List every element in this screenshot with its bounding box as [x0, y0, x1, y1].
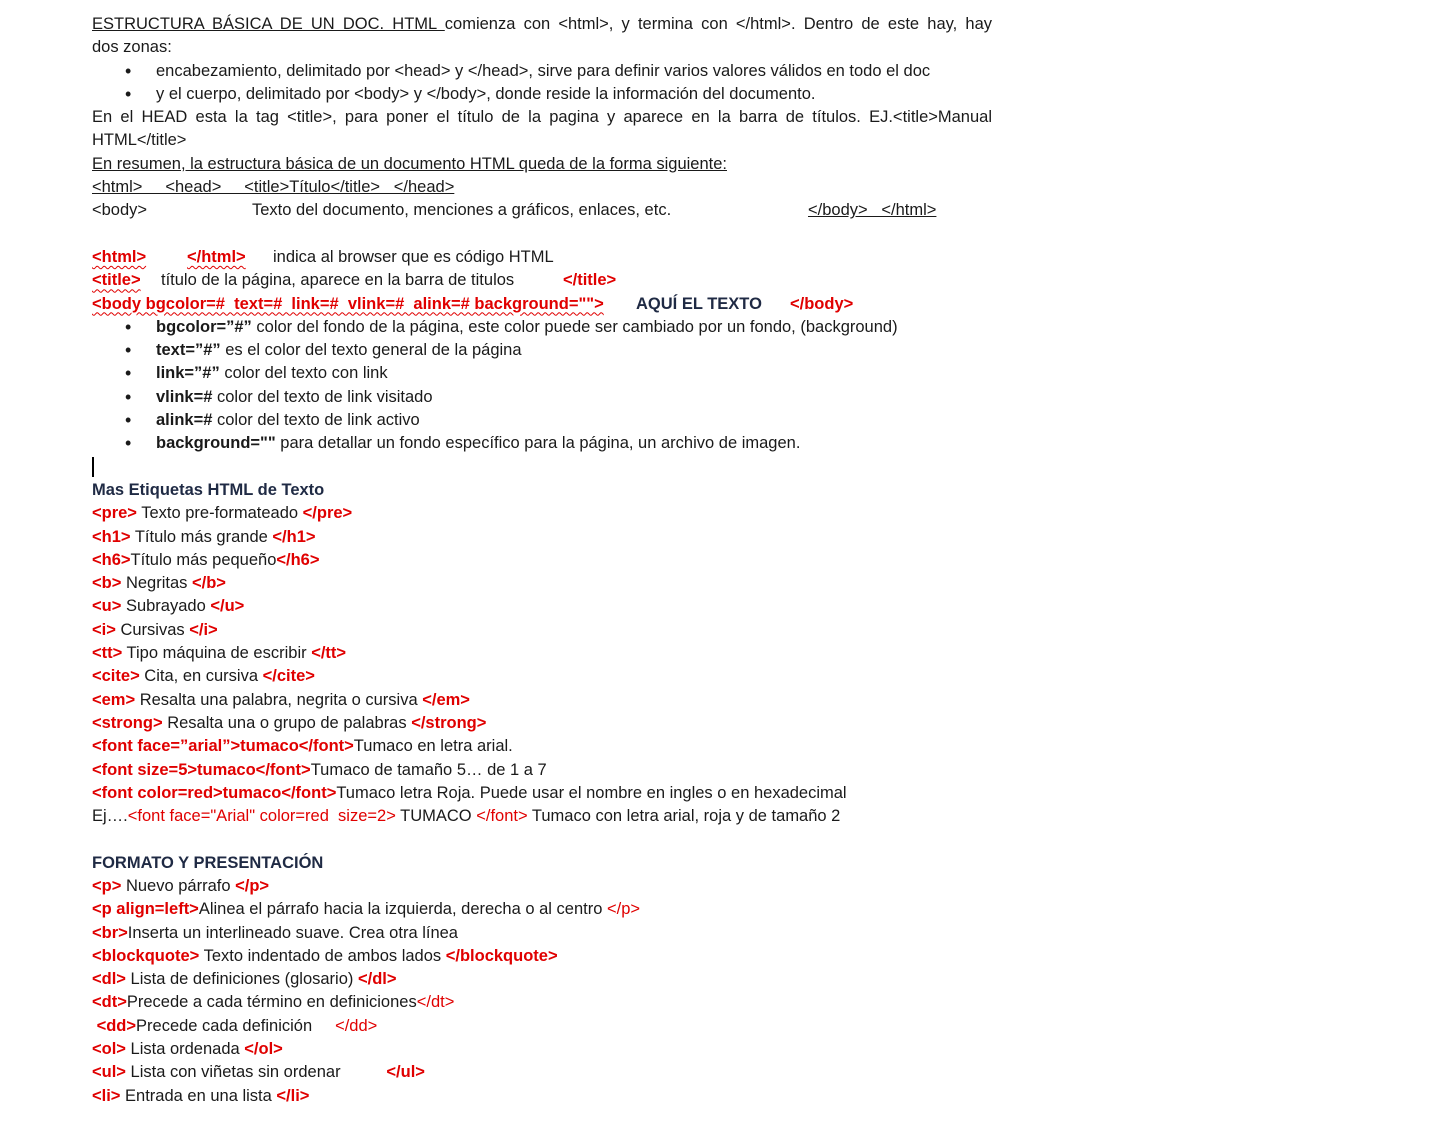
format-tag-line: [92, 875, 992, 898]
tag-desc: Texto pre-formateado: [136, 504, 303, 523]
example-mid: TUMACO: [395, 807, 477, 826]
close-tag: </dd>: [335, 1016, 378, 1035]
font-tag-line: [92, 759, 992, 782]
tag-desc: Precede a cada término en definiciones: [126, 993, 417, 1012]
tag-desc: Cita, en cursiva: [139, 667, 263, 686]
close-tag: </ol>: [244, 1040, 283, 1059]
open-tag: <i>: [92, 620, 116, 639]
close-tag: </h1>: [272, 527, 316, 546]
intro-line-1-text: comienza con <html>, y termina con </html>. Dentro de este hay, hay: [444, 15, 992, 33]
attribute-desc: color del fondo de la página, este color puede ser cambiado por un fondo, (background): [251, 317, 898, 336]
text-tag-line: [92, 642, 992, 665]
title-close-tag: </title>: [563, 271, 617, 290]
tag-desc: Resalta una o grupo de palabras: [162, 713, 412, 732]
example-open-tag: <font face="Arial" color=red size=2>: [127, 807, 396, 826]
attribute-desc: para detallar un fondo específico para la página, un archivo de imagen.: [275, 434, 801, 453]
tag-desc: Precede cada definición: [136, 1016, 336, 1035]
close-tag: </b>: [191, 574, 226, 593]
blank-line: [92, 828, 992, 851]
font-example-line: [92, 805, 992, 828]
font-tags-list: [92, 735, 992, 805]
format-tag-line: [92, 1061, 992, 1084]
close-tag: </dt>: [416, 993, 455, 1012]
tag-desc: Título más pequeño: [130, 550, 277, 569]
tag-desc: Lista con viñetas sin ordenar: [125, 1063, 387, 1082]
text-tag-line: [92, 572, 992, 595]
intro-line-2: dos zonas:: [92, 38, 172, 57]
open-tag: <dl>: [92, 970, 126, 989]
tag-desc: Negritas: [121, 574, 192, 593]
text-tag-line: [92, 689, 992, 712]
html-open-tag: <html>: [92, 247, 147, 266]
open-tag: <strong>: [92, 713, 163, 732]
tag-desc: Lista ordenada: [125, 1040, 245, 1059]
open-tag: <blockquote>: [92, 946, 200, 965]
attribute-item: [92, 386, 992, 409]
format-tags-list: [92, 875, 992, 1108]
text-section-title: Mas Etiquetas HTML de Texto: [92, 480, 325, 499]
attribute-name: alink=#: [156, 411, 213, 430]
structure-body-text: Texto del documento, menciones a gráficos, enlaces, etc.: [252, 201, 672, 220]
text-cursor-line: [92, 456, 992, 479]
tag-desc: Alinea el párrafo hacia la izquierda, derecha o al centro: [198, 900, 607, 919]
open-tag: <dd>: [92, 1016, 137, 1035]
format-section-title: FORMATO Y PRESENTACIÓN: [92, 853, 324, 872]
intro-bullet: [92, 83, 992, 106]
example-prefix: Ej….: [92, 807, 128, 826]
close-tag: </tt>: [311, 644, 347, 663]
close-tag: </i>: [189, 620, 218, 639]
attribute-desc: es el color del texto general de la página: [220, 341, 522, 360]
attribute-name: link=”#”: [156, 364, 220, 383]
body-close-tag: </body>: [790, 294, 854, 313]
text-tag-line: [92, 665, 992, 688]
font-tag-line: [92, 735, 992, 758]
title-tag-desc: título de la página, aparece en la barra de titulos: [161, 271, 515, 290]
tag-desc: Subrayado: [121, 597, 211, 616]
open-tag: <em>: [92, 690, 136, 709]
format-tag-line: [92, 968, 992, 991]
text-cursor: [92, 457, 94, 477]
font-code: <font size=5>tumaco</font>: [92, 760, 311, 779]
attribute-desc: color del texto de link visitado: [212, 387, 433, 406]
font-tag-line: [92, 782, 992, 805]
close-tag: </u>: [210, 597, 245, 616]
format-tag-line: [92, 1015, 992, 1038]
attribute-name: bgcolor=”#”: [156, 317, 252, 336]
html-close-tag: </html>: [187, 247, 246, 266]
document-page: [92, 13, 992, 1108]
close-tag: </h6>: [276, 550, 320, 569]
attribute-name: text=”#”: [156, 341, 221, 360]
tag-desc: Lista de definiciones (glosario): [125, 970, 358, 989]
text-tag-line: [92, 619, 992, 642]
open-tag: <dt>: [92, 993, 127, 1012]
attribute-item: [92, 316, 992, 339]
close-tag: </strong>: [411, 713, 487, 732]
intro-line-1: [92, 13, 992, 36]
attribute-list: [92, 316, 992, 456]
tag-desc: Nuevo párrafo: [121, 876, 236, 895]
open-tag: <br>: [92, 923, 128, 942]
structure-body-close: </body> </html>: [808, 201, 937, 220]
attribute-item: [92, 409, 992, 432]
close-tag: </pre>: [302, 504, 353, 523]
structure-line-1: <html> <head> <title>Título</title> </head>: [92, 178, 455, 197]
tag-desc: Inserta un interlineado suave. Crea otra línea: [127, 923, 458, 942]
text-tag-line: [92, 549, 992, 572]
close-tag: </cite>: [262, 667, 315, 686]
font-code: <font face=”arial”>tumaco</font>: [92, 737, 354, 756]
example-close-tag: </font>: [476, 807, 528, 826]
tag-desc: Entrada en una lista: [120, 1086, 277, 1105]
attribute-desc: color del texto de link activo: [212, 411, 420, 430]
open-tag: <li>: [92, 1086, 121, 1105]
format-tag-line: [92, 922, 992, 945]
example-desc: Tumaco con letra arial, roja y de tamaño 2: [527, 807, 841, 826]
open-tag: <h1>: [92, 527, 131, 546]
format-tag-line: [92, 945, 992, 968]
open-tag: <b>: [92, 574, 122, 593]
intro-bullet: [92, 60, 992, 83]
open-tag: <h6>: [92, 550, 131, 569]
font-desc: Tumaco en letra arial.: [353, 737, 513, 756]
text-tag-line: [92, 712, 992, 735]
close-tag: </ul>: [386, 1063, 425, 1082]
structure-line-2: [92, 199, 949, 222]
head-line-1: En el HEAD esta la tag <title>, para poner el título de la pagina y aparece en la barra de títulos. EJ.<title>Manual: [92, 108, 992, 127]
head-line-2: HTML</title>: [92, 131, 187, 150]
open-tag: <u>: [92, 597, 122, 616]
attribute-item: [92, 339, 992, 362]
attribute-name: vlink=#: [156, 387, 213, 406]
intro-heading: ESTRUCTURA BÁSICA DE UN DOC. HTML: [92, 15, 445, 33]
title-tag-line: [92, 269, 992, 292]
format-tag-line: [92, 1085, 992, 1108]
open-tag: <p>: [92, 876, 122, 895]
close-tag: </li>: [276, 1086, 310, 1105]
html-tag-line: [92, 246, 992, 269]
close-tag: </p>: [607, 900, 641, 919]
blank-line: [92, 223, 992, 246]
tag-desc: Resalta una palabra, negrita o cursiva: [135, 690, 423, 709]
intro-bullet-text: encabezamiento, delimitado por <head> y </head>, sirve para definir varios valores válidos en todo el doc: [156, 61, 931, 80]
open-tag: <ul>: [92, 1063, 126, 1082]
html-tag-desc: indica al browser que es código HTML: [273, 247, 554, 266]
font-code: <font color=red>tumaco</font>: [92, 783, 337, 802]
attribute-item: [92, 432, 992, 455]
text-tag-line: [92, 502, 992, 525]
open-tag: <p align=left>: [92, 900, 199, 919]
body-open-tag: <body bgcolor=# text=# link=# vlink=# alink=# background="">: [92, 294, 604, 313]
text-tags-list: [92, 502, 992, 735]
close-tag: </dl>: [357, 970, 397, 989]
body-text-placeholder: AQUÍ EL TEXTO: [636, 294, 762, 313]
open-tag: <pre>: [92, 504, 137, 523]
open-tag: <tt>: [92, 644, 123, 663]
tag-desc: Título más grande: [130, 527, 273, 546]
tag-desc: Tipo máquina de escribir: [122, 644, 312, 663]
font-desc: Tumaco letra Roja. Puede usar el nombre en ingles o en hexadecimal: [336, 783, 847, 802]
open-tag: <cite>: [92, 667, 140, 686]
close-tag: </p>: [235, 876, 270, 895]
title-open-tag: <title>: [92, 271, 141, 290]
open-tag: <ol>: [92, 1040, 126, 1059]
font-desc: Tumaco de tamaño 5… de 1 a 7: [310, 760, 547, 779]
summary-line: En resumen, la estructura básica de un documento HTML queda de la forma siguiente:: [92, 154, 727, 173]
format-tag-line: [92, 991, 992, 1014]
format-tag-line: [92, 1038, 992, 1061]
structure-body-open: <body>: [92, 201, 148, 220]
close-tag: </blockquote>: [445, 946, 558, 965]
body-tag-line: [92, 293, 992, 316]
text-tag-line: [92, 526, 992, 549]
tag-desc: Cursivas: [115, 620, 190, 639]
close-tag: </em>: [422, 690, 470, 709]
attribute-desc: color del texto con link: [219, 364, 388, 383]
format-tag-line: [92, 898, 992, 921]
attribute-item: [92, 362, 992, 385]
intro-bullet-text: y el cuerpo, delimitado por <body> y </body>, donde reside la información del documento.: [156, 84, 816, 103]
tag-desc: Texto indentado de ambos lados: [199, 946, 446, 965]
text-tag-line: [92, 595, 992, 618]
attribute-name: background="": [156, 434, 276, 453]
